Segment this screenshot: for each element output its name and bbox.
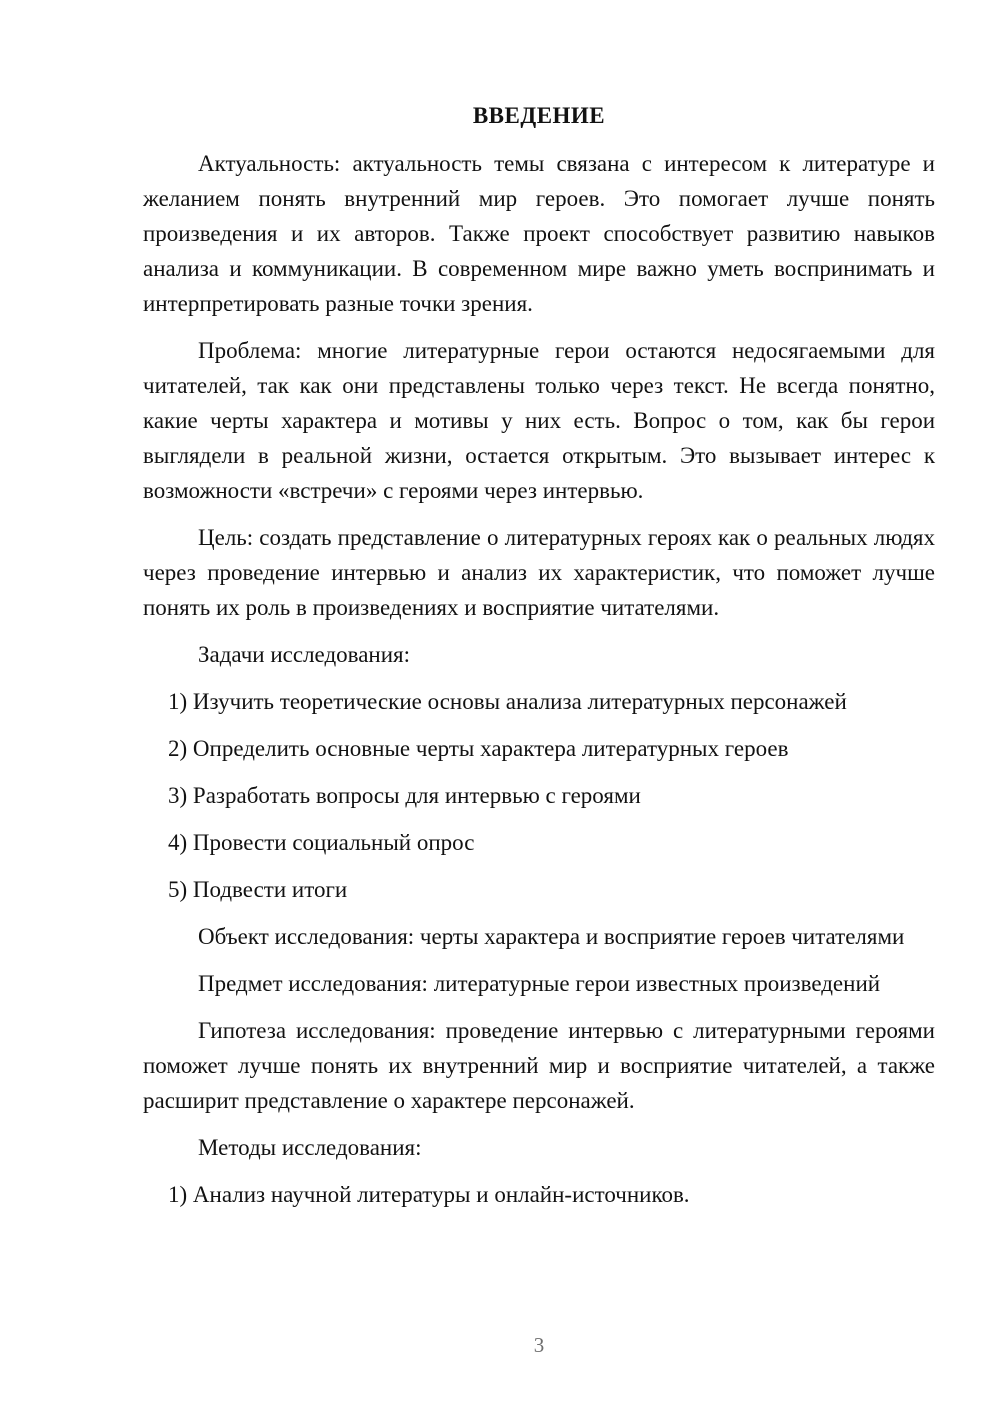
paragraph-goal: Цель: создать представление о литературных героях как о реальных людях через проведение интервью и анализ их характеристик, что поможет лучше понять их роль в произведениях и восприятие читателями.	[143, 525, 935, 620]
paragraph-problem: Проблема: многие литературные герои остаются недосягаемыми для читателей, так как они представлены только через текст. Не всегда понятно, какие черты характера и мотивы у них есть. Вопрос о том, как бы герои выглядели в реальной жизни, остается открытым. Это вызывает интерес к возможности «встречи» с героями через интервью.	[143, 338, 935, 503]
paragraph-relevance: Актуальность: актуальность темы связана с интересом к литературе и желанием понять внутренний мир героев. Это помогает лучше понять произведения и их авторов. Также проект способствует развитию навыков анализа и коммуникации. В современном мире важно уметь воспринимать и интерпретировать разные точки зрения.	[143, 151, 935, 316]
task-item-4: 4) Провести социальный опрос	[168, 830, 475, 855]
task-item-1: 1) Изучить теоретические основы анализа литературных персонажей	[168, 689, 847, 714]
paragraph-research-subject: Предмет исследования: литературные герои известных произведений	[198, 971, 881, 996]
page-number: 3	[533, 1333, 545, 1357]
methods-label: Методы исследования:	[198, 1135, 422, 1160]
paragraph-hypothesis: Гипотеза исследования: проведение интервью с литературными героями поможет лучше понять их внутренний мир и восприятие читателей, а также расширит представление о характере персонажей.	[143, 1018, 935, 1113]
section-heading: ВВЕДЕНИЕ	[472, 103, 606, 128]
tasks-label: Задачи исследования:	[198, 642, 411, 667]
task-item-3: 3) Разработать вопросы для интервью с героями	[168, 783, 641, 808]
task-item-5: 5) Подвести итоги	[168, 877, 348, 902]
task-item-2: 2) Определить основные черты характера литературных героев	[168, 736, 789, 761]
method-item-1: 1) Анализ научной литературы и онлайн-источников.	[168, 1182, 690, 1207]
paragraph-research-object: Объект исследования: черты характера и восприятие героев читателями	[198, 924, 905, 949]
